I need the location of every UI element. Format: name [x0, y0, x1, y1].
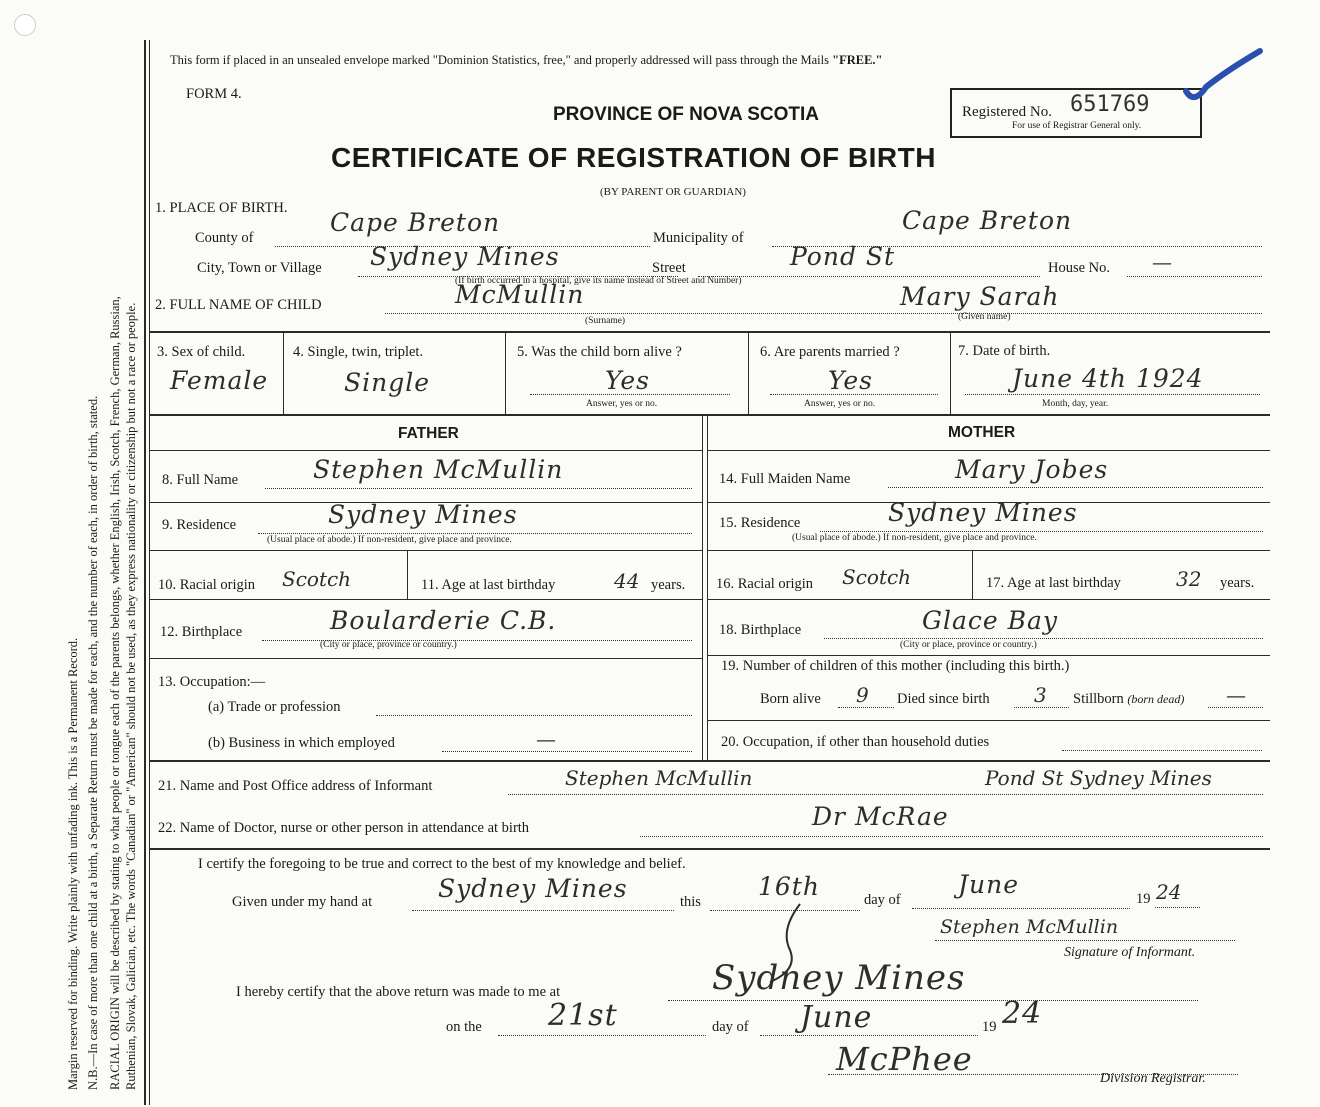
business-label: (b) Business in which employed [208, 735, 395, 751]
date-of-birth-line [965, 394, 1260, 395]
father-residence-label: 9. Residence [162, 517, 237, 533]
given-name-value: Mary Sarah [900, 282, 1060, 311]
father-name-line [265, 488, 692, 489]
father-age-value: 44 [614, 569, 640, 593]
father-birthplace-value: Boularderie C.B. [330, 606, 557, 635]
rule-mother-race-bottom [708, 599, 1270, 600]
doctor-line [640, 836, 1263, 837]
street-value: Pond St [790, 242, 896, 271]
margin-note-3: RACIAL ORIGIN will be described by stating to what people or tongue each of the parents belongs, whether English, Irish, Scotch, French, German, Russian, [108, 296, 122, 1090]
municipality-label: Municipality of [653, 230, 744, 246]
municipality-value: Cape Breton [902, 206, 1073, 235]
mother-occupation-label: 20. Occupation, if other than household duties [721, 734, 990, 750]
mother-age-label: 17. Age at last birthday [986, 575, 1121, 591]
certification-statement: I certify the foregoing to be true and correct to the best of my knowledge and belief. [198, 856, 686, 872]
margin-note-2: N.B.—In case of more than one child at a birth, a Separate Return must be made for each, and the number of each, in order of birth, stated. [86, 395, 100, 1090]
informant-signature-line [935, 940, 1235, 941]
rule-certification-top [150, 848, 1270, 850]
return-day-of-label: day of [712, 1019, 749, 1035]
informant-name-value: Stephen McMullin [565, 766, 753, 790]
date-of-birth-value: June 4th 1924 [1012, 364, 1204, 393]
rule-col-d [950, 333, 951, 414]
county-value: Cape Breton [330, 208, 501, 237]
registered-number: 651769 [1070, 92, 1150, 117]
father-occupation-label: 13. Occupation:— [158, 674, 266, 690]
given-year-value: 24 [1156, 880, 1182, 904]
form-number: FORM 4. [186, 86, 242, 102]
stillborn-value: — [1226, 683, 1246, 707]
rule-parents-bottom [150, 760, 1270, 762]
rule-father-race [407, 551, 408, 599]
signature-flourish [740, 900, 860, 990]
punch-hole-top [14, 14, 36, 36]
mother-name-label: 14. Full Maiden Name [719, 471, 851, 487]
given-place-line [412, 910, 674, 911]
mother-race-value: Scotch [842, 565, 912, 589]
left-border [144, 40, 146, 1105]
informant-line [508, 794, 1263, 795]
rule-mother-race [972, 551, 973, 599]
left-border-thin [149, 40, 150, 1105]
mother-residence-value: Sydney Mines [888, 498, 1078, 527]
died-line [1014, 707, 1069, 708]
father-race-value: Scotch [282, 567, 352, 591]
mail-note: This form if placed in an unsealed envelope marked "Dominion Statistics, free," and properly addressed will pass through the Mails "FREE." [170, 53, 883, 67]
mother-birthplace-caption: (City or place, province or country.) [900, 640, 1037, 650]
doctor-label: 22. Name of Doctor, nurse or other person in attendance at birth [158, 820, 530, 836]
return-place-value: Sydney Mines [712, 958, 966, 998]
trade-line [376, 715, 692, 716]
mother-race-label: 16. Racial origin [716, 576, 814, 592]
given-day-value: 16th [758, 872, 820, 901]
plurality-label: 4. Single, twin, triplet. [293, 344, 424, 360]
return-month-line [760, 1035, 978, 1036]
mother-birthplace-value: Glace Bay [922, 606, 1059, 635]
registered-label: Registered No. [962, 104, 1052, 120]
born-alive-value: Yes [605, 366, 650, 395]
father-years-label: years. [651, 577, 686, 593]
plurality-value: Single [344, 368, 431, 397]
rule-father-birthplace [150, 658, 702, 659]
mother-name-line [888, 487, 1263, 488]
father-heading: FATHER [398, 425, 459, 442]
born-alive-count-value: 9 [856, 683, 869, 707]
rule-father-race-bottom [150, 599, 702, 600]
rule-col-a [283, 333, 284, 414]
father-name-value: Stephen McMullin [313, 455, 564, 484]
rule-father-mother-a [702, 416, 703, 760]
business-line [442, 751, 692, 752]
father-race-label: 10. Racial origin [158, 577, 256, 593]
house-line [1127, 276, 1262, 277]
registrar-caption: Division Registrar. [1100, 1071, 1206, 1086]
rule-father-head [150, 450, 702, 451]
mother-birthplace-line [824, 638, 1263, 639]
binding-margin [0, 0, 146, 1107]
given-year-line [1155, 907, 1200, 908]
this-label: this [680, 894, 701, 910]
return-month-value: June [800, 1000, 873, 1035]
house-label: House No. [1048, 260, 1111, 276]
rule-col-c [748, 333, 749, 414]
rule-mother-birthplace [708, 655, 1270, 656]
province-heading: PROVINCE OF NOVA SCOTIA [553, 104, 820, 125]
city-value: Sydney Mines [370, 242, 560, 271]
informant-signature-caption: Signature of Informant. [1064, 945, 1196, 960]
given-year-prefix: 19 [1136, 891, 1151, 907]
father-residence-value: Sydney Mines [328, 500, 518, 529]
rule-father-residence [150, 550, 702, 551]
stillborn-label: Stillborn (born dead) [1073, 691, 1185, 707]
return-statement: I hereby certify that the above return was made to me at [236, 984, 561, 1000]
date-of-birth-label: 7. Date of birth. [958, 343, 1051, 359]
mother-years-label: years. [1220, 575, 1255, 591]
page-subtitle: (BY PARENT OR GUARDIAN) [600, 186, 746, 198]
rule-mother-head [708, 450, 1270, 451]
children-count-label: 19. Number of children of this mother (including this birth.) [721, 658, 1070, 674]
father-residence-caption: (Usual place of abode.) If non-resident, give place and province. [267, 535, 512, 545]
street-line [698, 276, 1040, 277]
informant-label: 21. Name and Post Office address of Informant [158, 778, 433, 794]
return-year-prefix: 19 [982, 1019, 997, 1035]
given-name-caption: (Given name) [958, 312, 1011, 322]
day-of-label: day of [864, 892, 901, 908]
business-value: — [536, 727, 556, 751]
check-mark [1180, 45, 1270, 105]
mother-residence-caption: (Usual place of abode.) If non-resident, give place and province. [792, 533, 1037, 543]
margin-note-4: Ruthenian, Slovak, Galician, etc. The words "Canadian" or "American" should not be used, as they express nationality or citizenship but not a race or people. [124, 302, 138, 1090]
page-title: CERTIFICATE OF REGISTRATION OF BIRTH [331, 142, 936, 173]
return-day-line [498, 1035, 706, 1036]
doctor-value: Dr McRae [812, 802, 949, 831]
mother-residence-label: 15. Residence [719, 515, 801, 531]
born-alive-count-label: Born alive [760, 691, 821, 707]
given-place-value: Sydney Mines [438, 874, 628, 903]
rule-father-mother-b [707, 416, 708, 760]
mother-occupation-line [1062, 750, 1262, 751]
child-name-label: 2. FULL NAME OF CHILD [155, 297, 322, 313]
hospital-note: (If birth occurred in a hospital, give its name instead of Street and Number) [455, 276, 742, 286]
mother-age-value: 32 [1176, 567, 1202, 591]
rule-row-3-top [150, 331, 1270, 333]
city-label: City, Town or Village [197, 260, 322, 276]
father-birthplace-caption: (City or place, province or country.) [320, 640, 457, 650]
given-under-label: Given under my hand at [232, 894, 373, 910]
registrar-signature: McPhee [836, 1040, 973, 1078]
rule-mother-residence [708, 550, 1270, 551]
rule-col-b [505, 333, 506, 414]
return-place-line [668, 1000, 1198, 1001]
parents-married-caption: Answer, yes or no. [804, 399, 876, 409]
mother-residence-line [820, 531, 1263, 532]
father-residence-line [258, 533, 692, 534]
parents-married-value: Yes [828, 366, 873, 395]
died-value: 3 [1034, 683, 1047, 707]
street-label: Street [652, 260, 686, 276]
surname-value: McMullin [455, 280, 585, 309]
parents-married-label: 6. Are parents married ? [760, 344, 900, 360]
rule-children [708, 720, 1270, 721]
registrar-note: For use of Registrar General only. [1012, 121, 1142, 131]
margin-note-1: Margin reserved for binding. Write plainly with unfading ink. This is a Permanent Record. [66, 637, 80, 1090]
sex-value: Female [170, 366, 269, 395]
on-the-label: on the [446, 1019, 482, 1035]
return-day-value: 21st [548, 998, 618, 1033]
mother-birthplace-label: 18. Birthplace [719, 622, 802, 638]
place-of-birth-label: 1. PLACE OF BIRTH. [155, 200, 288, 216]
mother-name-value: Mary Jobes [955, 455, 1109, 484]
father-birthplace-label: 12. Birthplace [160, 624, 243, 640]
trade-label: (a) Trade or profession [208, 699, 341, 715]
rule-row-3-bottom [150, 414, 1270, 416]
born-alive-label: 5. Was the child born alive ? [517, 344, 682, 360]
given-month-line [912, 908, 1130, 909]
born-alive-caption: Answer, yes or no. [586, 399, 658, 409]
born-alive-count-line [838, 707, 894, 708]
surname-caption: (Surname) [585, 316, 626, 326]
child-name-line [385, 313, 1262, 314]
died-label: Died since birth [897, 691, 990, 707]
sex-label: 3. Sex of child. [157, 344, 246, 360]
date-of-birth-caption: Month, day, year. [1042, 399, 1109, 409]
stillborn-line [1208, 707, 1263, 708]
informant-address-value: Pond St Sydney Mines [985, 766, 1212, 790]
return-year-value: 24 [1002, 996, 1043, 1031]
mother-heading: MOTHER [948, 424, 1016, 441]
house-value: — [1152, 250, 1172, 274]
given-month-value: June [958, 870, 1020, 899]
county-label: County of [195, 230, 254, 246]
father-age-label: 11. Age at last birthday [421, 577, 556, 593]
informant-signature: Stephen McMullin [940, 916, 1119, 938]
father-name-label: 8. Full Name [162, 472, 239, 488]
